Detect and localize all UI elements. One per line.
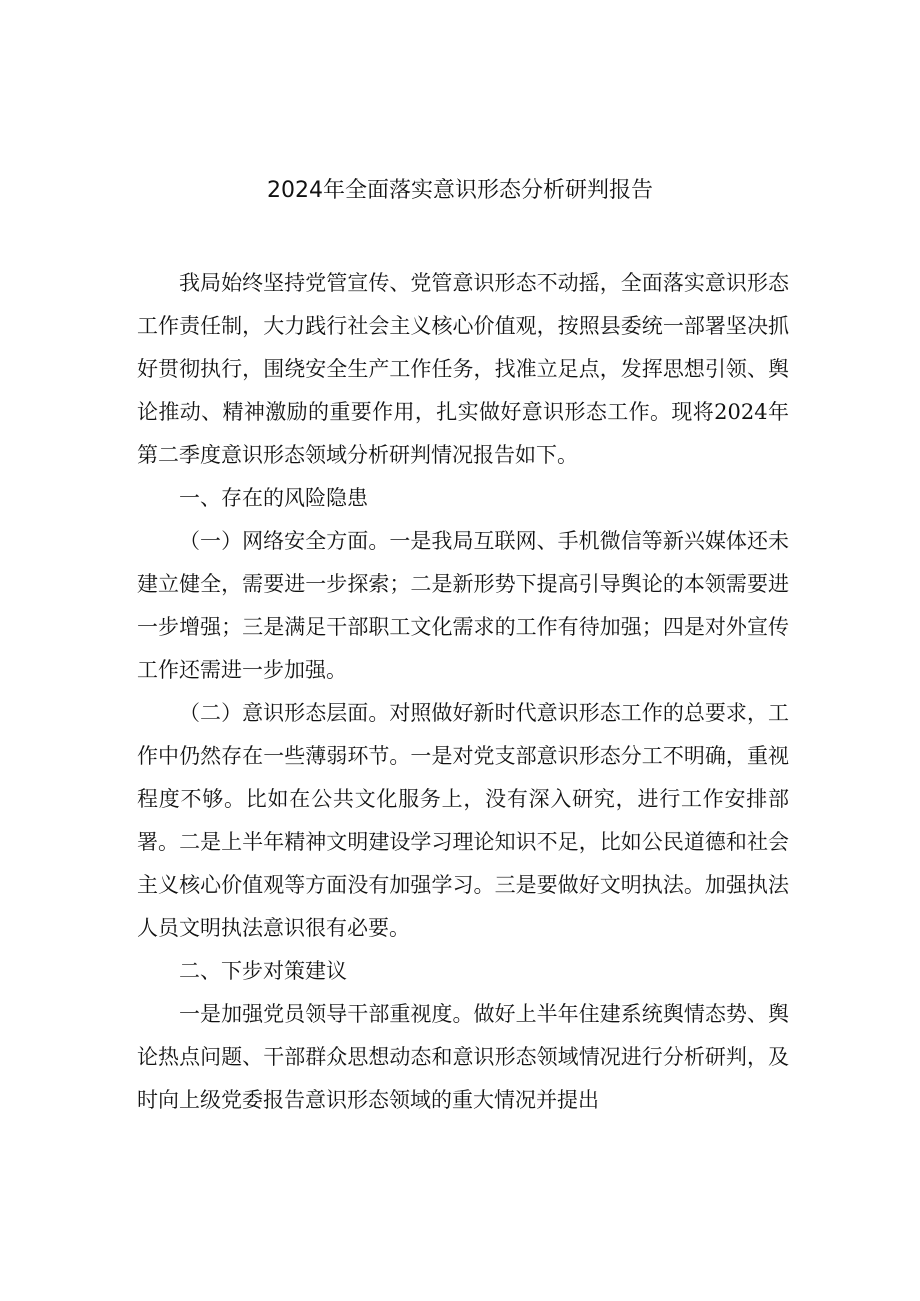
document-body xyxy=(137,262,789,1122)
paragraph-leadership-attention: 一是加强党员领导干部重视度。做好上半年住建系统舆情态势、舆论热点问题、干部群众思想动态和意识形态领域情况进行分析研判，及时向上级党委报告意识形态领域的重大情况并提出 xyxy=(137,1002,789,1112)
section-heading-countermeasures: 二、下步对策建议 xyxy=(179,959,347,983)
paragraph-ideology-level: （二）意识形态层面。对照做好新时代意识形态工作的总要求，工作中仍然存在一些薄弱环节。一是对党支部意识形态分工不明确，重视程度不够。比如在公共文化服务上，没有深入研究，进行工作安排部署。二是上半年精神文明建设学习理论知识不足，比如公民道德和社会主义核心价值观等方面没有加强学习。三是要做好文明执法。加强执法人员文明执法意识很有必要。 xyxy=(137,701,789,940)
intro-paragraph: 我局始终坚持党管宣传、党管意识形态不动摇，全面落实意识形态工作责任制，大力践行社会主义核心价值观，按照县委统一部署坚决抓好贯彻执行，围绕安全生产工作任务，找准立足点，发挥思想引领、舆论推动、精神激励的重要作用，扎实做好意识形态工作。现将2024年第二季度意识形态领域分析研判情况报告如下。 xyxy=(137,271,789,467)
paragraph-network-security: （一）网络安全方面。一是我局互联网、手机微信等新兴媒体还未建立健全，需要进一步探索；二是新形势下提高引导舆论的本领需要进一步增强；三是满足干部职工文化需求的工作有待加强；四是对外宣传工作还需进一步加强。 xyxy=(137,529,789,682)
document-title: 2024年全面落实意识形态分析研判报告 xyxy=(267,178,653,203)
section-heading-risks: 一、存在的风险隐患 xyxy=(179,486,368,510)
